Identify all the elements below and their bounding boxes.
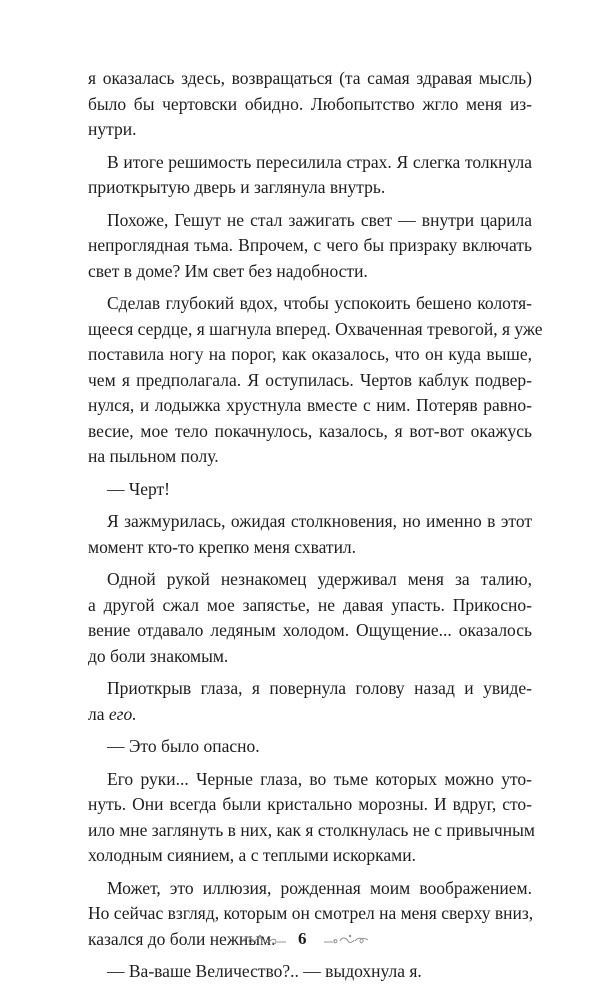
paragraph: [88, 509, 532, 560]
paragraph: [88, 477, 532, 503]
text-line: было бы чертовски обидно. Любопытство жгло меня из-: [88, 93, 532, 114]
text-line: [88, 702, 532, 728]
text-fragment: ла: [88, 703, 109, 724]
text-line: поставила ногу на порог, как оказалось, что он куда выше,: [88, 344, 532, 364]
paragraph: [88, 767, 535, 869]
paragraph: [88, 208, 532, 285]
text-line: момент кто-то крепко меня схватил.: [88, 536, 357, 557]
text-line: вение отдавало ледяным холодом. Ощущение... оказалось: [88, 620, 532, 640]
text-line: чем я предполагала. Я оступилась. Чертов каблук подвер-: [88, 369, 532, 390]
text-line: приоткрытую дверь и заглянула внутрь.: [88, 177, 386, 197]
swirl-ornament-icon: [240, 933, 288, 952]
text-line: нуть. Они всегда были кристально морозны. И вдруг, сто-: [88, 794, 532, 814]
paragraph: [88, 567, 532, 669]
swirl-ornament-icon: [322, 933, 370, 952]
text-line: свет в доме? Им свет без надобности.: [88, 260, 368, 281]
text-line: Приоткрыв глаза, я повернула голову назад и увиде-: [107, 678, 532, 698]
text-line: Я зажмурилась, ожидая столкновения, но именно в этот: [107, 511, 532, 531]
text-line: — Это было опасно.: [107, 736, 260, 756]
page-footer: [0, 929, 609, 953]
swirl-ornament-icon: [322, 933, 370, 947]
paragraph: [88, 150, 532, 201]
text-line: Одной рукой незнакомец удерживал меня за талию,: [107, 569, 532, 589]
italic-word: его.: [108, 703, 137, 724]
text-line: казался до боли нежным.: [88, 928, 276, 949]
text-line: а другой сжал мое запястье, не давая упасть. Прикосно-: [88, 594, 532, 615]
paragraph: [88, 676, 532, 727]
text-line: непроглядная тьма. Впрочем, с чего бы призраку включать: [88, 235, 532, 255]
text-line: нутри.: [88, 119, 137, 139]
text-line: нулся, и лодыжка хрустнула вместе с ним. Потеряв равно-: [88, 395, 532, 415]
page-number: 6: [298, 929, 307, 948]
paragraph: [88, 959, 532, 985]
text-line: Но сейчас взгляд, которым он смотрел на меня сверху вниз,: [88, 903, 534, 923]
text-line: Его руки... Черные глаза, во тьме которых можно уто-: [107, 768, 532, 789]
text-line: Похоже, Гешут не стал зажигать свет — внутри царила: [107, 209, 532, 230]
text-line: щееся сердце, я шагнула вперед. Охваченная тревогой, я уже: [88, 318, 543, 339]
text-line: ило мне заглянуть в них, как я столкнулась не с привычным: [88, 819, 535, 840]
text-line: холодным сиянием, а с теплыми искорками.: [88, 845, 416, 865]
text-line: я оказалась здесь, возвращаться (та самая здравая мысль): [88, 68, 532, 88]
text-line: В итоге решимость пересилила страх. Я слегка толкнула: [107, 151, 532, 172]
text-line: Может, это иллюзия, рожденная моим воображением.: [107, 877, 532, 898]
swirl-ornament-icon: [240, 933, 288, 947]
text-line: — Ва-ваше Величество?.. — выдохнула я.: [107, 961, 422, 981]
text-line: — Черт!: [107, 478, 171, 499]
paragraph: [88, 291, 543, 470]
book-page-body: [88, 66, 543, 992]
text-line: Сделав глубокий вдох, чтобы успокоить бешено колотя-: [107, 293, 532, 313]
text-line: до боли знакомым.: [88, 645, 229, 666]
text-line: на пыльном полу.: [88, 446, 219, 466]
paragraph: [88, 734, 532, 760]
text-line: весие, мое тело покачнулось, казалось, я вот-вот окажусь: [88, 420, 532, 441]
paragraph: [88, 66, 532, 143]
